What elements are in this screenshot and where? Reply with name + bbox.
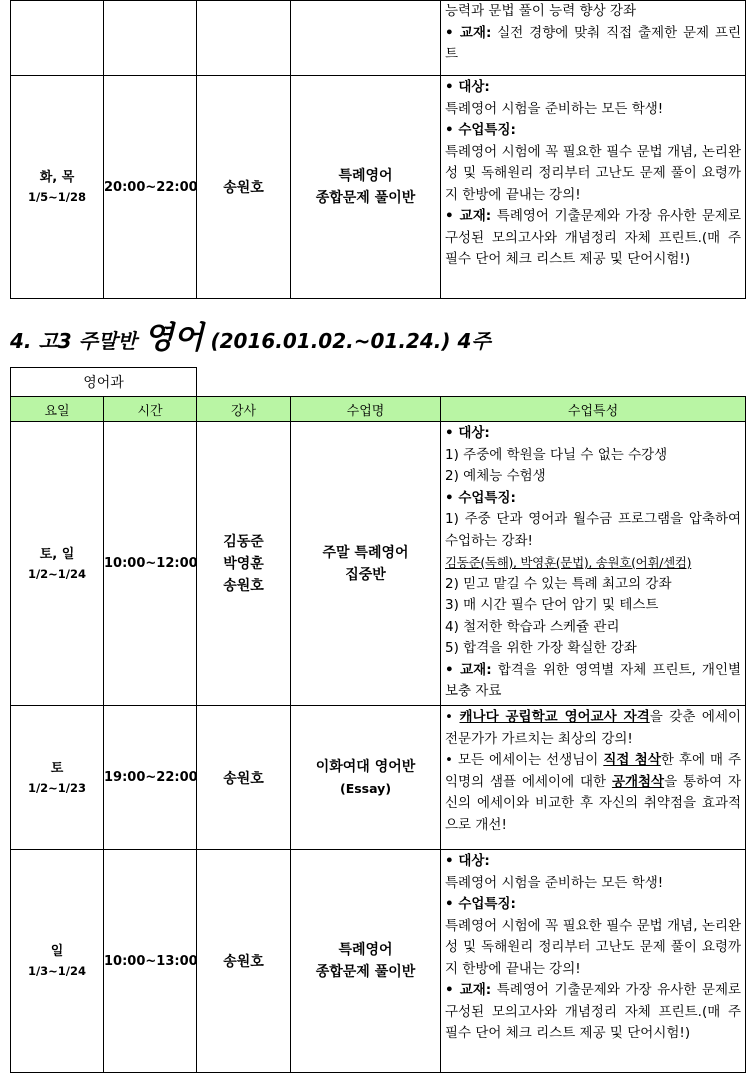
feature-label: • 교재: [445,661,492,678]
course-cell [291,1,441,76]
teacher-name: 송원호 [223,577,264,594]
feature-book [445,980,741,1045]
time-cell [104,1,197,76]
course-cell [291,850,441,1073]
feature-text: 실전 경향에 맞춰 직접 출제한 문제 프린트 [445,24,741,62]
section-title-suffix: (2016.01.02.~01.24.) 4주 [203,329,491,353]
feature-book [445,206,741,271]
feature-book [445,23,741,66]
feature-text: 1) 주중에 학원을 다닐 수 없는 수강생 [445,446,668,463]
teacher-cell [197,1,291,76]
feature-text: 특례영어 기출문제와 가장 유사한 문제로 구성된 모의고사와 개념정리 자체 프린트.(매 주 필수 단어 체크 리스트 제공 및 단어시험!) [445,982,742,1041]
time-cell: 10:00~12:00 [104,422,197,706]
day-label: 토 [50,760,64,776]
feature-label: • 수업특징: [445,489,516,506]
teacher-cell: 송원호 [197,706,291,850]
feature-text: 특례영어 시험을 준비하는 모든 학생! [445,100,664,117]
day-cell [11,76,104,299]
feature-label: • 수업특징: [445,122,516,138]
feature-text: 2) 믿고 맡길 수 있는 특례 최고의 강좌 [445,575,672,592]
weekend-schedule-table [10,367,746,1073]
day-label: 토, 일 [39,546,75,562]
feature-text: 한 후에 매 주 익명의 샘플 에세이에 대한 [445,752,742,790]
column-header-day: 요일 [11,397,104,422]
day-cell [11,850,104,1073]
column-header-teacher: 강사 [197,397,291,422]
column-header-features: 수업특성 [441,397,746,422]
feature-text: • 모든 에세이는 선생님이 [445,752,604,768]
feature-text: 특례영어 시험에 꼭 필요한 필수 문법 개념, 논리완성 및 독해원리 정리부터 고난도 문제 풀이 요령까지 한방에 끝내는 강의! [445,917,742,977]
feature-label: • 대상: [445,853,490,869]
course-name-line: 주말 특례영어 [322,544,409,561]
feature-text: 3) 매 시간 필수 단어 암기 및 테스트 [445,597,659,613]
feature-text: 5) 합격을 위한 가장 확실한 강좌 [445,640,637,656]
section-title-subject: 영어 [143,320,204,356]
feature-highlight: 직접 첨삭 [603,752,661,768]
feature-highlight: 공개첨삭 [611,773,665,790]
course-name-line: 이화여대 영어반 [315,758,416,775]
previous-schedule-table [10,0,746,299]
teacher-name: 박영훈 [223,555,264,572]
date-range: 1/2~1/24 [27,566,87,581]
features-cell [441,422,746,706]
header-row [11,397,746,422]
feature-text: 능력과 문법 풀이 능력 향상 강좌 [445,3,636,19]
course-cell [291,76,441,299]
time-cell: 20:00~22:00 [104,76,197,299]
day-label: 일 [50,944,64,959]
course-name-line: 집중반 [345,566,386,583]
feature-text: 특례영어 시험을 준비하는 모든 학생! [445,874,664,891]
table-row [11,422,746,706]
feature-text: 을 통하여 자신의 에세이와 비교한 후 자신의 취약점을 효과적으로 개선! [445,773,742,833]
time-cell: 19:00~22:00 [104,706,197,850]
feature-text: 1) 주중 단과 영어과 월수금 프로그램을 압축하여 수업하는 강좌! [445,511,742,549]
feature-label: • 교재: [445,208,492,224]
table-row [11,706,746,850]
teacher-name: 김동준 [223,533,264,550]
column-header-course: 수업명 [291,397,441,422]
feature-text: 4) 철저한 학습과 스케쥴 관리 [445,618,620,635]
features-cell [441,706,746,850]
section-title-prefix: 4. 고3 주말반 [10,329,144,353]
empty-cell [197,368,746,397]
feature-label: • 교재: [445,982,492,998]
date-range: 1/2~1/23 [27,780,87,795]
feature-text: 2) 예체능 수험생 [445,468,546,484]
department-label: 영어과 [11,368,197,397]
feature-staff-list: 김동준(독해), 박영훈(문법), 송원호(어휘/센컴) [445,555,692,570]
teacher-cell: 송원호 [197,850,291,1073]
time-cell: 10:00~13:00 [104,850,197,1073]
bullet: • [445,709,460,725]
features-cell [441,850,746,1073]
feature-label: • 교재: [445,24,492,41]
table-row [11,1,746,76]
feature-paragraph [445,750,741,836]
date-range: 1/5~1/28 [27,190,87,204]
table-row [11,850,746,1073]
features-cell [441,76,746,299]
feature-label: • 수업특징: [445,896,516,912]
feature-book [445,660,741,703]
feature-text: 특례영어 시험에 꼭 필요한 필수 문법 개념, 논리완성 및 독해원리 정리부터 고난도 문제 풀이 요령까지 한방에 끝내는 강의! [445,143,741,203]
course-cell [291,422,441,706]
column-header-time: 시간 [104,397,197,422]
day-cell [11,1,104,76]
day-label: 화, 목 [39,170,75,185]
feature-class-label [445,120,741,142]
feature-paragraph [445,707,741,750]
date-range: 1/3~1/24 [27,964,87,978]
day-cell [11,706,104,850]
section-title [10,312,491,357]
feature-text: 특례영어 기출문제와 가장 유사한 문제로 구성된 모의고사와 개념정리 자체 프린트.(매 주 필수 단어 체크 리스트 제공 및 단어시험!) [445,208,742,267]
course-name-line: 종합문제 풀이반 [315,190,416,206]
table-row [11,76,746,299]
course-name-line: 특례영어 [338,942,393,958]
feature-label: • 대상: [445,79,490,95]
course-name-line: 특례영어 [338,168,393,184]
course-name-line: (Essay) [339,780,392,796]
department-row [11,368,746,397]
feature-label: • 대상: [445,425,490,441]
features-cell [441,1,746,76]
feature-highlight: 캐나다 공립학교 영어교사 자격 [459,709,650,725]
day-cell [11,422,104,706]
course-name-line: 종합문제 풀이반 [315,964,416,980]
teacher-cell: 송원호 [197,76,291,299]
feature-target-label [445,77,741,99]
feature-text: 을 갖춘 에세이 전문가가 가르치는 최상의 강의! [445,709,742,747]
course-cell [291,706,441,850]
feature-text: 합격을 위한 영역별 자체 프린트, 개인별 보충 자료 [445,661,742,699]
teacher-cell [197,422,291,706]
